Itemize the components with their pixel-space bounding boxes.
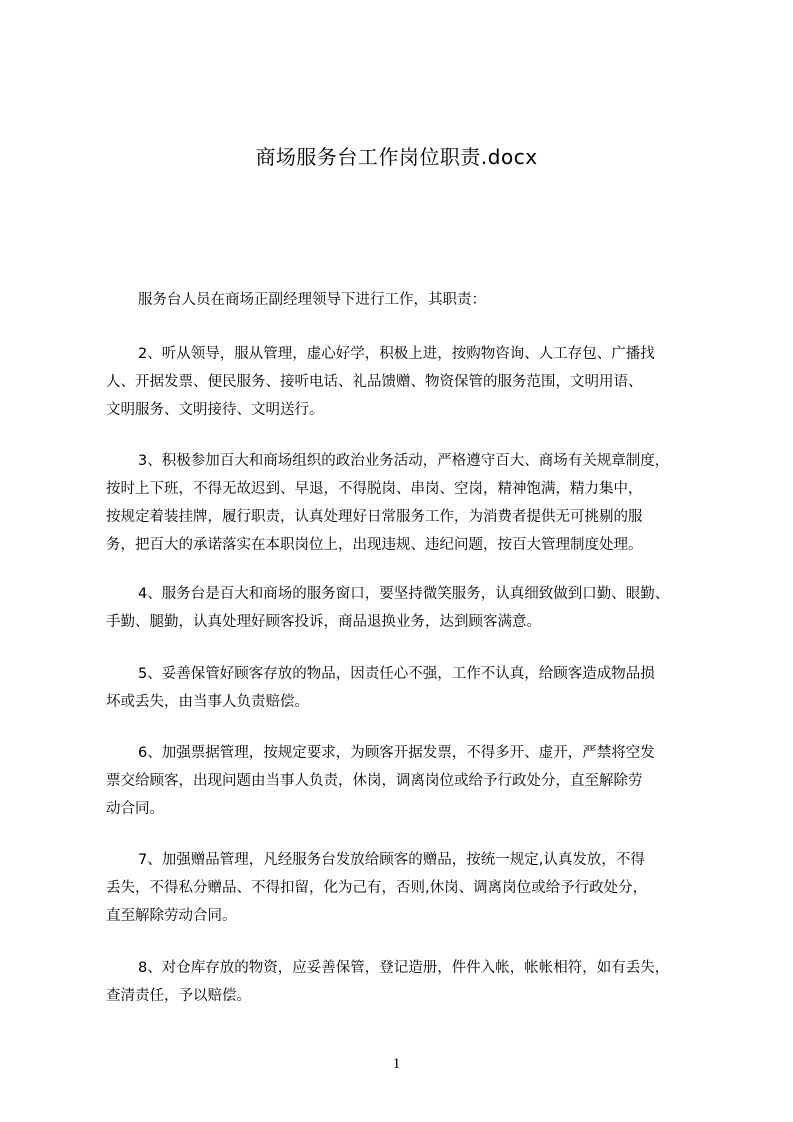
paragraph-line: 票交给顾客，出现问题由当事人负责，休岗，调离岗位或给予行政处分，直至解除劳: [106, 773, 643, 789]
duty-paragraph: [106, 846, 726, 930]
paragraph-line: 动合同。: [106, 801, 164, 817]
paragraph-line: 直至解除劳动合同。: [106, 908, 237, 924]
paragraph-line: 按规定着装挂牌，履行职责，认真处理好日常服务工作，为消费者提供无可挑剔的服: [106, 509, 643, 525]
paragraph-line: 4、服务台是百大和商场的服务窗口，要坚持微笑服务，认真细致做到口勤、眼勤、: [138, 586, 670, 602]
duty-paragraph: [106, 580, 726, 636]
duty-paragraph: [106, 447, 726, 559]
duty-paragraph: [106, 954, 726, 1010]
paragraph-line: 2、听从领导，服从管理，虚心好学，积极上进，按购物咨询、人工存包、广播找: [138, 346, 655, 362]
paragraph-line: 7、加强赠品管理，凡经服务台发放给顾客的赠品，按统一规定,认真发放，不得: [138, 852, 645, 868]
paragraph-line: 5、妥善保管好顾客存放的物品，因责任心不强，工作不认真，给顾客造成物品损: [138, 666, 655, 682]
duty-paragraph: [106, 739, 726, 823]
paragraph-line: 查清责任，予以赔偿。: [106, 988, 251, 1004]
duty-paragraph: [106, 340, 726, 424]
paragraph-line: 8、对仓库存放的物资，应妥善保管，登记造册，件件入帐，帐帐相符，如有丢失，: [138, 960, 670, 976]
paragraph-line: 务，把百大的承诺落实在本职岗位上，出现违规、违纪问题，按百大管理制度处理。: [106, 537, 643, 553]
duty-paragraph: [106, 660, 726, 716]
paragraph-line: 3、积极参加百大和商场组织的政治业务活动，严格遵守百大、商场有关规章制度，: [138, 453, 670, 469]
document-title: 商场服务台工作岗位职责.docx: [255, 145, 538, 169]
intro-paragraph: 服务台人员在商场正副经理领导下进行工作，其职责：: [138, 292, 486, 308]
paragraph-line: 人、开据发票、便民服务、接听电话、礼品馈赠、物资保管的服务范围，文明用语、: [106, 374, 643, 390]
paragraph-line: 手勤、腿勤，认真处理好顾客投诉，商品退换业务，达到顾客满意。: [106, 614, 541, 630]
page-number: 1: [392, 1056, 401, 1072]
paragraph-line: 6、加强票据管理，按规定要求，为顾客开据发票，不得多开、虚开，严禁将空发: [138, 745, 655, 761]
paragraph-line: 坏或丢失，由当事人负责赔偿。: [106, 694, 309, 710]
paragraph-line: 丢失，不得私分赠品、不得扣留，化为己有，否则,休岗、调离岗位或给予行政处分，: [106, 880, 648, 896]
paragraph-line: 按时上下班，不得无故迟到、早退，不得脱岗、串岗、空岗，精神饱满，精力集中，: [106, 481, 643, 497]
paragraph-line: 文明服务、文明接待、文明送行。: [106, 402, 324, 418]
